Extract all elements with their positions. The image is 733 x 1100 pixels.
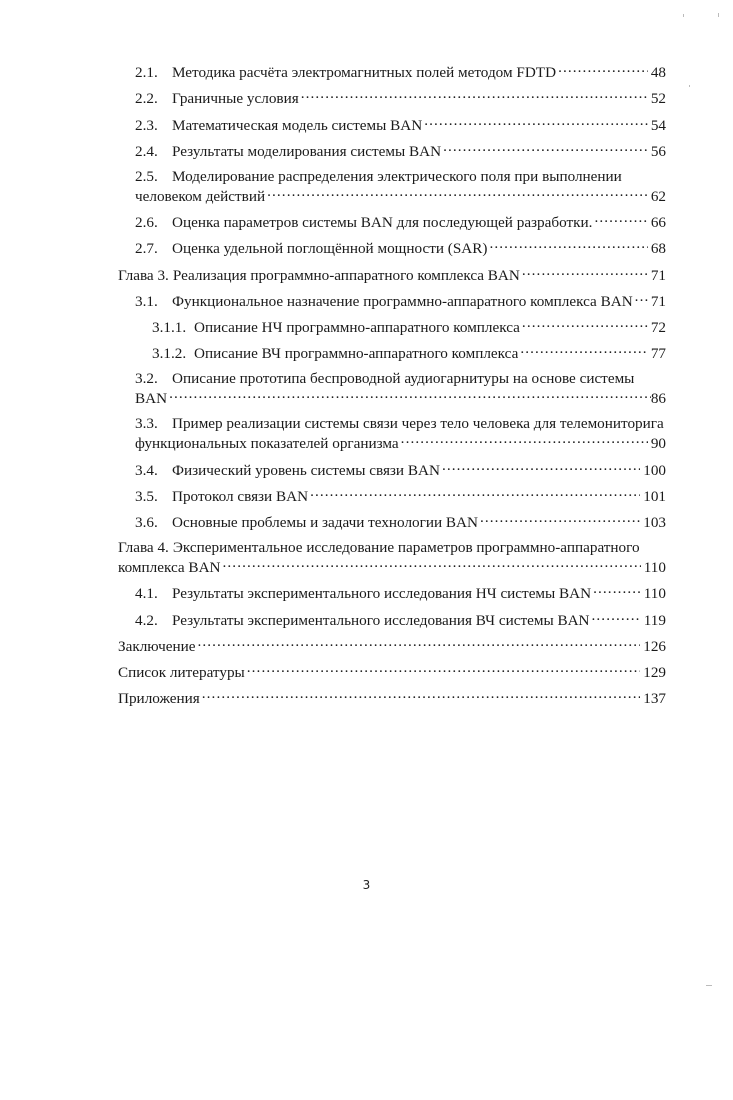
- toc-page: 62: [650, 187, 666, 205]
- toc-title: Пример реализации системы связи через тело человека для телемониторига: [172, 415, 664, 433]
- toc-title-continued: человеком действий: [135, 187, 266, 205]
- toc-page: 56: [650, 142, 666, 160]
- toc-page: 137: [643, 690, 666, 708]
- dot-leader: [558, 62, 648, 77]
- toc-title: Описание ВЧ программно-аппаратного комплекса: [194, 345, 519, 363]
- toc-page: 72: [650, 318, 666, 336]
- toc-number: 2.6.: [135, 214, 158, 232]
- toc-title-continued: BAN: [135, 390, 168, 408]
- toc-entry-3-1[interactable]: [118, 291, 666, 311]
- toc-page: 119: [643, 611, 666, 629]
- toc-entry-2-4[interactable]: [118, 141, 666, 161]
- toc-title: Методика расчёта электромагнитных полей методом FDTD: [172, 64, 557, 82]
- toc-title: Оценка параметров системы BAN для последующей разработки.: [172, 214, 593, 232]
- toc-page: 129: [643, 663, 666, 681]
- toc-title: Описание прототипа беспроводной аудиогарнитуры на основе системы: [172, 370, 635, 388]
- toc-number: 2.2.: [135, 90, 158, 108]
- toc-entry-2-7[interactable]: [118, 238, 666, 258]
- toc-page: 54: [650, 116, 666, 134]
- toc-entry-2-6[interactable]: [118, 212, 666, 232]
- toc-number: 2.1.: [135, 64, 158, 82]
- toc-number: 3.1.2.: [152, 345, 187, 363]
- toc-entry-references[interactable]: [118, 662, 666, 682]
- toc-title: Оценка удельной поглощённой мощности (SAR): [172, 240, 488, 258]
- toc-page: 68: [650, 240, 666, 258]
- toc-title: Описание НЧ программно-аппаратного комплекса: [194, 318, 520, 336]
- toc-number: Глава 4.: [118, 539, 169, 556]
- toc-title: Математическая модель системы BAN: [172, 116, 423, 134]
- toc-entry-3-1-2[interactable]: [118, 343, 666, 363]
- toc-title: Моделирование распределения электрического поля при выполнении: [172, 167, 622, 185]
- dot-leader: [480, 512, 640, 527]
- toc-number: 3.1.: [135, 292, 158, 310]
- toc-number: 3.5.: [135, 487, 158, 505]
- toc-entry-2-1[interactable]: [118, 62, 666, 82]
- scan-speck: [683, 14, 684, 17]
- dot-leader: [594, 212, 647, 227]
- toc-entry-3-1-1[interactable]: [118, 317, 666, 337]
- toc-number: 3.1.1.: [152, 318, 187, 336]
- toc-title: Заключение: [118, 637, 196, 655]
- toc-entry-2-3[interactable]: [118, 114, 666, 134]
- dot-leader: [520, 343, 647, 358]
- dot-leader: [442, 459, 640, 474]
- dot-leader: [635, 291, 648, 306]
- toc-entry-chapter-4[interactable]: [118, 538, 666, 577]
- dot-leader: [267, 186, 648, 201]
- toc-title: Основные проблемы и задачи технологии BAN: [172, 514, 478, 531]
- toc-title: Результаты экспериментального исследования НЧ системы BAN: [172, 585, 592, 603]
- toc-title: Экспериментальное исследование параметров программно-аппаратного: [172, 539, 640, 556]
- dot-leader: [301, 88, 648, 103]
- toc-title: Результаты моделирования системы BAN: [172, 142, 442, 160]
- toc-entry-3-4[interactable]: [118, 459, 666, 479]
- toc-title: Физический уровень системы связи BAN: [172, 461, 440, 479]
- toc-title: Функциональное назначение программно-аппаратного комплекса BAN: [172, 292, 633, 310]
- toc-page: 71: [650, 266, 666, 284]
- dot-leader: [401, 433, 648, 448]
- toc-entry-2-5[interactable]: [118, 167, 666, 206]
- toc-title: Граничные условия: [172, 90, 299, 108]
- toc-number: Глава 3.: [118, 266, 169, 284]
- dot-leader: [593, 583, 641, 598]
- dot-leader: [223, 557, 641, 572]
- toc-entry-2-2[interactable]: [118, 88, 666, 108]
- scan-speck: [689, 85, 690, 87]
- toc-page: 90: [650, 435, 666, 453]
- toc-title: Приложения: [118, 690, 200, 708]
- toc-entry-3-5[interactable]: [118, 486, 666, 506]
- toc-number: 2.5.: [135, 167, 158, 185]
- toc-entry-4-2[interactable]: [118, 609, 666, 629]
- toc-entry-4-1[interactable]: [118, 583, 666, 603]
- toc-number: 4.2.: [135, 611, 158, 629]
- table-of-contents: [118, 62, 666, 714]
- toc-entry-3-2[interactable]: [118, 369, 666, 408]
- toc-page: 110: [643, 585, 666, 603]
- toc-page: 71: [650, 292, 666, 310]
- toc-number: 2.7.: [135, 240, 158, 258]
- toc-page: 100: [643, 461, 666, 479]
- toc-number: 2.3.: [135, 116, 158, 134]
- toc-number: 2.4.: [135, 142, 158, 160]
- scan-speck: [706, 985, 712, 986]
- dot-leader: [310, 486, 640, 501]
- toc-page: 110: [643, 559, 666, 577]
- toc-entry-chapter-3[interactable]: [118, 264, 666, 284]
- toc-title-continued: функциональных показателей организма: [135, 435, 399, 453]
- toc-title-continued: комплекса BAN: [118, 559, 221, 577]
- dot-leader: [197, 636, 640, 651]
- scan-speck: [718, 13, 719, 17]
- toc-number: 3.3.: [135, 415, 158, 433]
- toc-page: 103: [643, 514, 666, 531]
- toc-number: 4.1.: [135, 585, 158, 603]
- toc-number: 3.4.: [135, 461, 158, 479]
- toc-number: 3.2.: [135, 370, 158, 388]
- dot-leader: [489, 238, 647, 253]
- toc-entry-appendices[interactable]: [118, 688, 666, 708]
- page-number: 3: [362, 878, 371, 892]
- dot-leader: [202, 688, 640, 703]
- toc-title: Реализация программно-аппаратного комплекса BAN: [172, 266, 520, 284]
- toc-entry-conclusion[interactable]: [118, 636, 666, 656]
- dot-leader: [592, 609, 641, 624]
- dot-leader: [443, 141, 648, 156]
- toc-title: Результаты экспериментального исследования ВЧ системы BAN: [172, 611, 590, 629]
- dot-leader: [169, 388, 651, 403]
- toc-page: 77: [650, 345, 666, 363]
- toc-page: 86: [650, 390, 666, 408]
- toc-title: Список литературы: [118, 663, 245, 681]
- toc-page: 52: [650, 90, 666, 108]
- dot-leader: [424, 114, 648, 129]
- toc-page: 126: [643, 637, 666, 655]
- toc-title: Протокол связи BAN: [172, 487, 309, 505]
- toc-page: 66: [650, 214, 666, 232]
- dot-leader: [522, 264, 648, 279]
- toc-entry-3-6[interactable]: [118, 512, 666, 532]
- toc-page: 101: [643, 487, 666, 505]
- toc-number: 3.6.: [135, 514, 158, 531]
- dot-leader: [247, 662, 640, 677]
- dot-leader: [522, 317, 648, 332]
- toc-page: 48: [650, 64, 666, 82]
- toc-entry-3-3[interactable]: [118, 414, 666, 453]
